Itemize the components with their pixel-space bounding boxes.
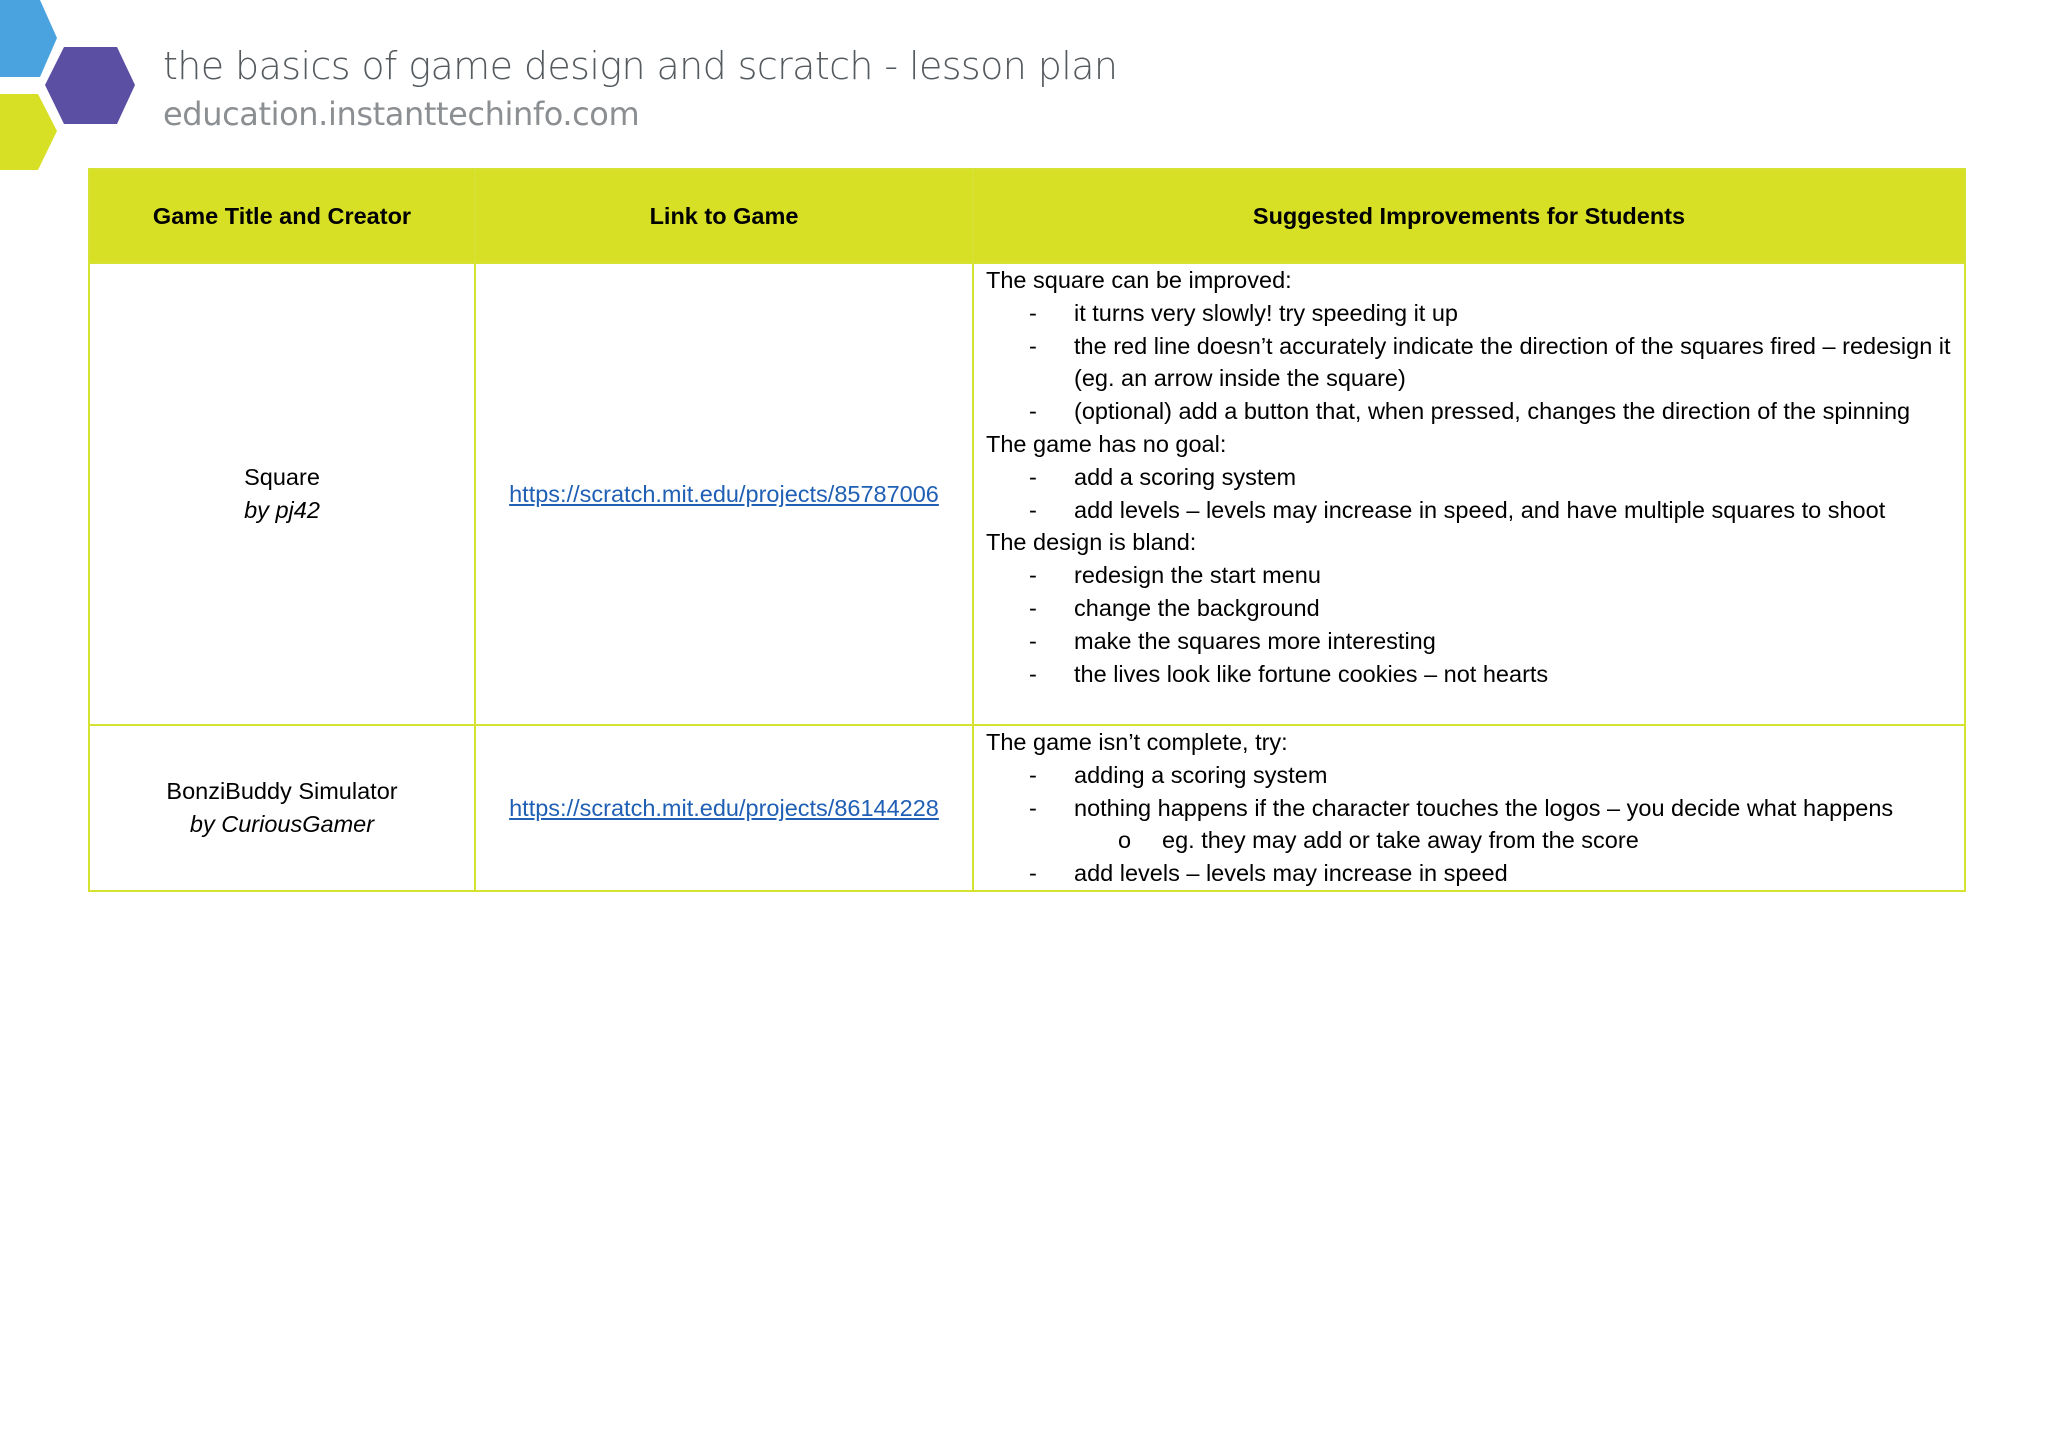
- improvements-cell: [973, 263, 1965, 725]
- game-link-cell: [475, 263, 973, 725]
- improvement-list: [986, 559, 1952, 690]
- game-title: Square: [244, 464, 320, 491]
- page-title: the basics of game design and scratch - lesson plan: [163, 44, 1118, 88]
- game-title-cell: [89, 263, 475, 725]
- list-item: - (optional) add a button that, when pressed, changes the direction of the spinning: [986, 395, 1952, 428]
- column-header-link: Link to Game: [475, 169, 973, 263]
- blue-hexagon-icon: [0, 0, 57, 77]
- list-item: - it turns very slowly! try speeding it up: [986, 297, 1952, 330]
- list-item: - the red line doesn’t accurately indicate the direction of the squares fired – redesign it (eg. an arrow inside the square): [986, 330, 1952, 396]
- game-creator: by CuriousGamer: [189, 811, 375, 837]
- list-item: - the lives look like fortune cookies – not hearts: [986, 658, 1952, 691]
- group-heading: The game isn’t complete, try:: [986, 729, 1288, 755]
- list-item: - adding a scoring system: [986, 759, 1952, 792]
- purple-hexagon-icon: [45, 47, 135, 124]
- list-item: - redesign the start menu: [986, 559, 1952, 592]
- improvement-list: [986, 759, 1952, 825]
- table-header-row: [89, 169, 1965, 263]
- game-link-cell: [475, 725, 973, 891]
- sub-list: [986, 824, 1952, 857]
- hexagon-logo-icon: [0, 0, 140, 175]
- site-url: education.instanttechinfo.com: [163, 95, 640, 133]
- column-header-improvements: Suggested Improvements for Students: [973, 169, 1965, 263]
- game-creator: by pj42: [244, 497, 320, 523]
- column-header-title: Game Title and Creator: [89, 169, 475, 263]
- improvement-list: [986, 857, 1952, 890]
- group-heading: The square can be improved:: [986, 267, 1292, 293]
- group-heading: The game has no goal:: [986, 430, 1227, 457]
- list-item: [986, 792, 1952, 825]
- games-table: [88, 168, 1966, 892]
- table-row: [89, 725, 1965, 891]
- game-title: BonziBuddy Simulator: [166, 778, 398, 805]
- table-row: [89, 263, 1965, 725]
- game-title-cell: [89, 725, 475, 891]
- lime-hexagon-icon: [0, 94, 57, 170]
- game-link[interactable]: https://scratch.mit.edu/projects/86144228: [509, 794, 939, 821]
- improvement-list: [986, 297, 1952, 428]
- list-item: - make the squares more interesting: [986, 625, 1952, 658]
- group-heading: The design is bland:: [986, 529, 1197, 556]
- list-item: - add levels – levels may increase in speed: [986, 857, 1952, 890]
- sub-list-item: o eg. they may add or take away from the score: [1074, 824, 1952, 857]
- list-item-text: nothing happens if the character touches the logos – you decide what happens: [1074, 794, 1894, 821]
- game-link[interactable]: https://scratch.mit.edu/projects/85787006: [509, 480, 939, 507]
- improvement-list: [986, 461, 1952, 527]
- list-item: - add a scoring system: [986, 461, 1952, 494]
- list-item: - change the background: [986, 592, 1952, 625]
- improvements-cell: [973, 725, 1965, 891]
- list-item: - add levels – levels may increase in speed, and have multiple squares to shoot: [986, 494, 1952, 527]
